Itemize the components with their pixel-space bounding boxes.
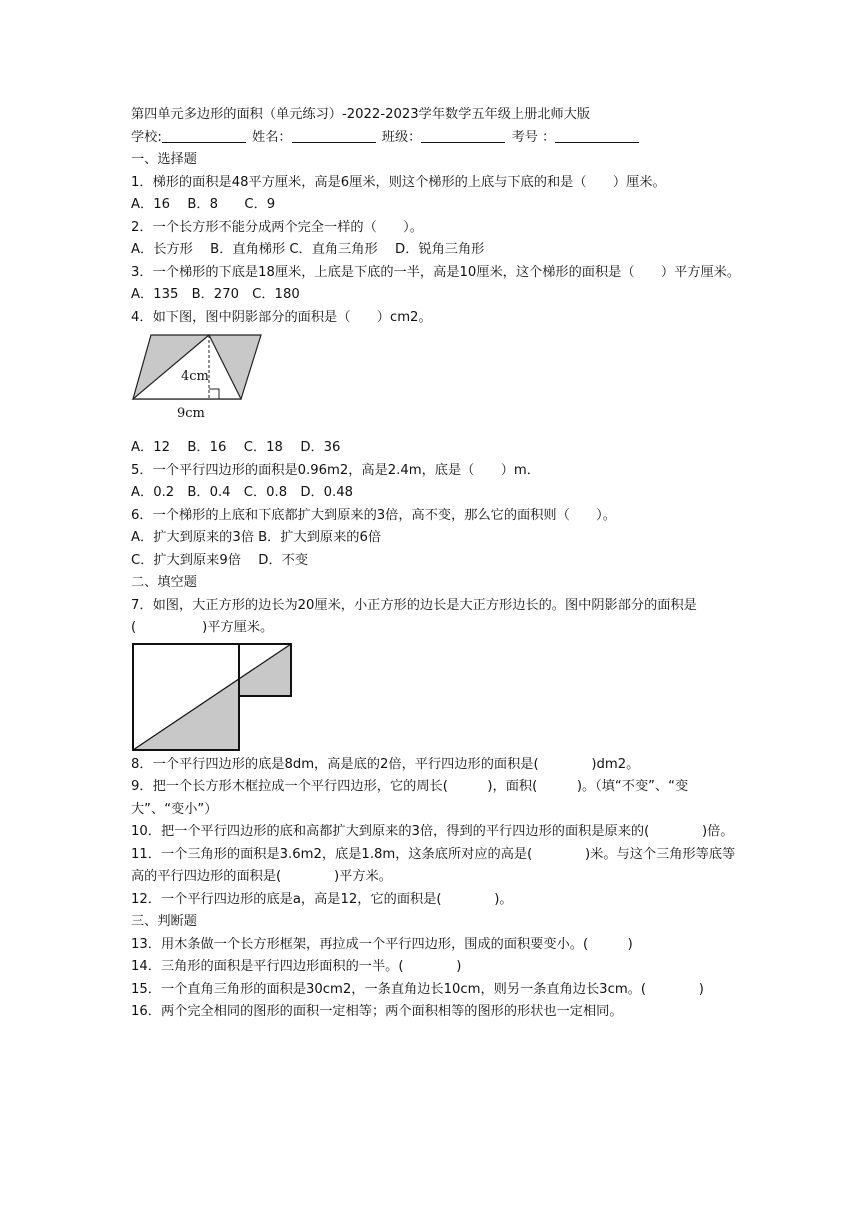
question-7-figure xyxy=(131,640,741,754)
base-label: 9cm xyxy=(177,406,205,421)
question-15: 15．一个直角三角形的面积是30cm2，一条直角边长10cm，则另一条直角边长3cm。( ) xyxy=(131,981,704,997)
name-label: 姓名： xyxy=(252,129,292,145)
question-16: 16．两个完全相同的图形的面积一定相等；两个面积相等的图形的形状也一定相同。 xyxy=(131,1004,623,1019)
question-2: 2．一个长方形不能分成两个完全一样的（ ）。 xyxy=(131,219,423,235)
page-title: 第四单元多边形的面积（单元练习）-2022-2023学年数学五年级上册北师大版 xyxy=(131,107,591,122)
section-title-judge: 三、判断题 xyxy=(131,914,197,929)
section-title-fill: 二、填空题 xyxy=(131,575,197,590)
question-7: 7．如图，大正方形的边长为20厘米，小正方形的边长是大正方形边长的。图中阴影部分的面积是( )平方厘米。 xyxy=(131,597,697,635)
class-label: 班级： xyxy=(381,129,422,145)
question-5-options: A．0.2 B．0.4 C．0.8 D．0.48 xyxy=(131,485,354,500)
question-4-figure xyxy=(131,329,741,437)
question-1-options: A．16 B．8 C．9 xyxy=(131,197,276,212)
worksheet xyxy=(131,104,741,1024)
student-info-line xyxy=(131,127,741,150)
question-6-options-a: A．扩大到原来的3倍 B．扩大到原来的6倍 xyxy=(131,530,382,545)
question-6: 6．一个梯形的上底和下底都扩大到原来的3倍，高不变，那么它的面积则（ ）。 xyxy=(131,507,616,523)
question-14: 14．三角形的面积是平行四边形面积的一半。( ) xyxy=(131,959,462,974)
question-11: 11．一个三角形的面积是3.6m2，底是1.8m，这条底所对应的高是( )米。与这个三角形等底等高的平行四边形的面积是( )平方米。 xyxy=(131,846,736,884)
question-4: 4．如下图，图中阴影部分的面积是（ ）cm2。 xyxy=(131,309,432,325)
question-12: 12．一个平行四边形的底是a，高是12，它的面积是( )。 xyxy=(131,891,513,907)
question-8: 8．一个平行四边形的底是8dm，高是底的2倍，平行四边形的面积是( )dm2。 xyxy=(131,756,640,772)
question-1: 1．梯形的面积是48平方厘米，高是6厘米，则这个梯形的上底与下底的和是（ ）厘米。 xyxy=(131,174,666,190)
question-2-options: A．长方形 B．直角梯形 C．直角三角形 D．锐角三角形 xyxy=(131,242,485,257)
question-3: 3．一个梯形的下底是18厘米，上底是下底的一半，高是10厘米，这个梯形的面积是（ ）平方厘米。 xyxy=(131,264,741,280)
exam-number-label: 考号 ： xyxy=(511,129,556,145)
height-label: 4cm xyxy=(181,369,209,384)
exam-number-blank[interactable] xyxy=(555,128,639,143)
school-label: 学校: xyxy=(131,129,162,145)
class-blank[interactable] xyxy=(421,128,505,143)
squares-figure xyxy=(131,642,297,752)
school-blank[interactable] xyxy=(162,128,246,143)
question-6-options-b: C．扩大到原来9倍 D．不变 xyxy=(131,552,309,568)
question-9: 9．把一个长方形木框拉成一个平行四边形，它的周长( )，面积( )。（填“不变”、“变大”、“变小”） xyxy=(131,779,689,817)
question-13: 13．用木条做一个长方形框架，再拉成一个平行四边形，围成的面积要变小。( ) xyxy=(131,936,633,952)
section-title-choice: 一、选择题 xyxy=(131,152,197,167)
question-5: 5．一个平行四边形的面积是0.96m2，高是2.4m，底是（ ）m． xyxy=(131,462,540,478)
question-10: 10．把一个平行四边形的底和高都扩大到原来的3倍，得到的平行四边形的面积是原来的( )倍。 xyxy=(131,824,734,839)
parallelogram-figure xyxy=(131,333,271,433)
name-blank[interactable] xyxy=(292,128,376,143)
question-3-options: A．135 B．270 C．180 xyxy=(131,287,300,302)
question-4-options: A．12 B．16 C．18 D．36 xyxy=(131,440,341,455)
